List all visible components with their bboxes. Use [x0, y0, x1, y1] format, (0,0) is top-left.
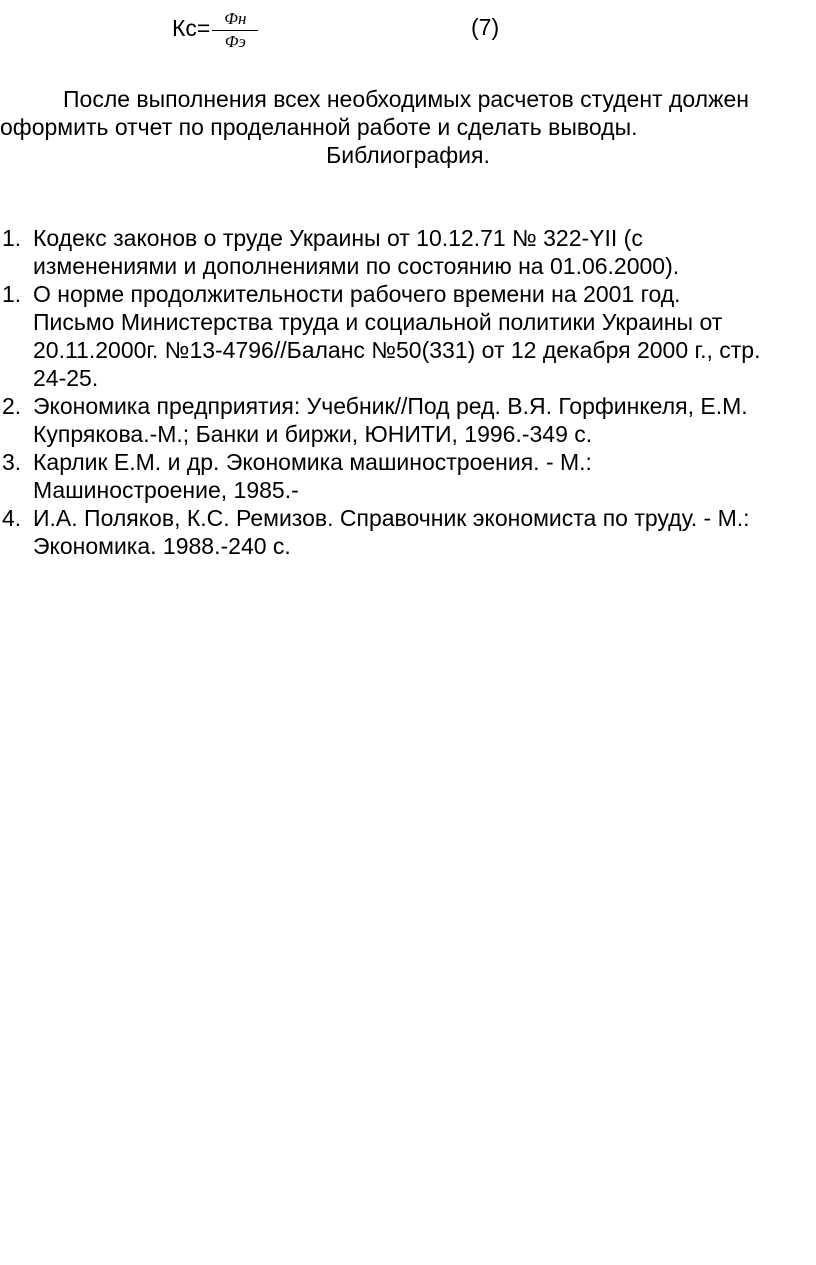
item-number: 1. — [2, 225, 22, 251]
item-text-line: Машиностроение, 1985.- — [33, 477, 299, 503]
bibliography-item — [0, 504, 816, 560]
item-text-line: Кодекс законов о труде Украины от 10.12.71 № 322-YII (с — [33, 225, 643, 251]
item-text-line: изменениями и дополнениями по состоянию на 01.06.2000). — [33, 253, 680, 279]
bibliography-item — [0, 280, 816, 392]
item-number: 2. — [2, 393, 22, 419]
bibliography-list — [0, 224, 816, 560]
paragraph-line-2: оформить отчет по проделанной работе и сделать выводы. — [0, 114, 638, 140]
formula-number: (7) — [471, 14, 500, 40]
formula-lhs: Кс= — [172, 15, 211, 41]
item-text-line: О норме продолжительности рабочего времени на 2001 год. — [33, 281, 681, 307]
bibliography-item — [0, 448, 816, 504]
conclusion-paragraph — [0, 85, 816, 141]
item-number: 4. — [2, 505, 22, 531]
section-title: Библиография. — [326, 142, 490, 168]
bibliography-item — [0, 392, 816, 448]
paragraph-line-1: После выполнения всех необходимых расчетов студент должен — [63, 86, 749, 112]
item-text-line: 24-25. — [33, 365, 99, 391]
fraction-denominator: Фэ — [224, 31, 246, 51]
bibliography-item — [0, 224, 816, 280]
item-text-line: И.А. Поляков, К.С. Ремизов. Справочник экономиста по труду. - М.: — [33, 505, 750, 531]
formula — [172, 6, 258, 50]
item-text-line: Купрякова.-М.; Банки и биржи, ЮНИТИ, 1996.-349 с. — [33, 421, 593, 447]
item-text-line: 20.11.2000г. №13-4796//Баланс №50(331) от 12 декабря 2000 г., стр. — [33, 337, 761, 363]
fraction-numerator: Фн — [224, 8, 247, 28]
item-text-line: Экономика предприятия: Учебник//Под ред. В.Я. Горфинкеля, Е.М. — [33, 393, 748, 419]
item-number: 3. — [2, 449, 22, 475]
item-text-line: Карлик Е.М. и др. Экономика машиностроения. - М.: — [33, 449, 592, 475]
item-number: 1. — [2, 281, 22, 307]
formula-fraction — [212, 9, 258, 52]
item-text-line: Экономика. 1988.-240 с. — [33, 533, 291, 559]
fraction-bar — [212, 30, 258, 31]
item-text-line: Письмо Министерства труда и социальной политики Украины от — [33, 309, 723, 335]
